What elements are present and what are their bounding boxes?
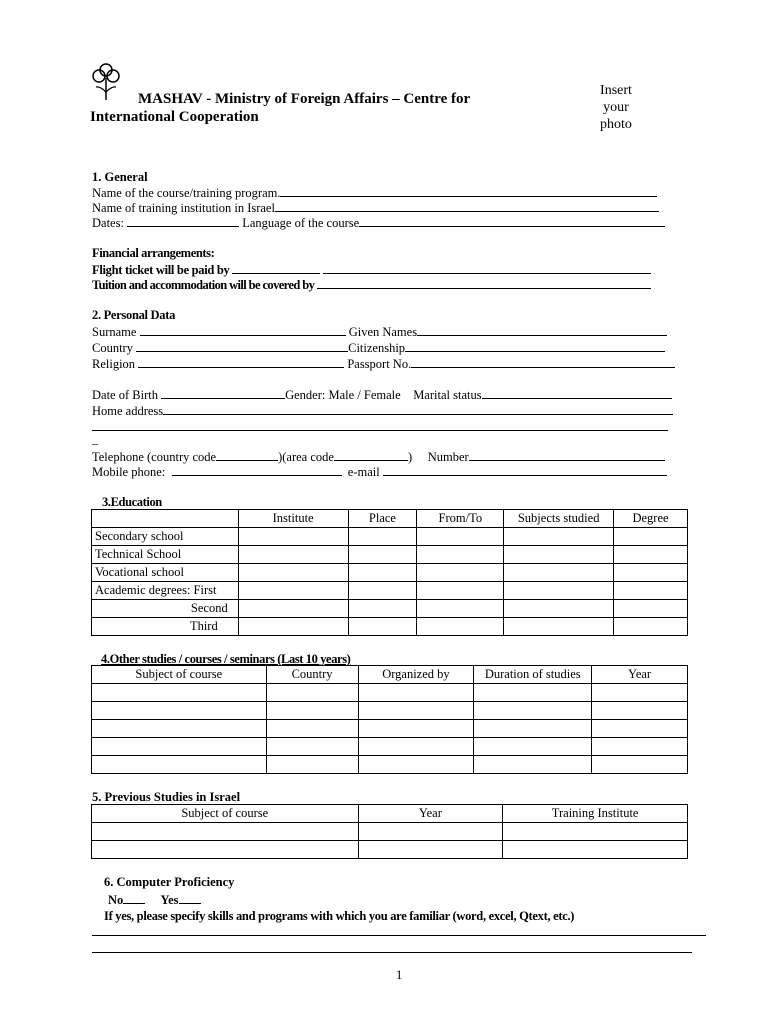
dob-label: Date of Birth	[92, 388, 158, 402]
address-field[interactable]	[163, 403, 673, 415]
photo-placeholder	[586, 82, 646, 133]
address-field-line2[interactable]	[92, 430, 668, 431]
table-cell[interactable]	[266, 720, 358, 738]
mobile-label: Mobile phone:	[92, 465, 166, 479]
no-label: No	[108, 893, 124, 907]
table-cell[interactable]	[592, 738, 688, 756]
address-label: Home address	[92, 404, 164, 418]
institution-row	[92, 200, 659, 216]
table-cell[interactable]	[358, 756, 474, 774]
table-cell[interactable]	[503, 841, 688, 859]
photo-line: Insert	[600, 83, 632, 98]
flower-logo-icon	[90, 62, 122, 102]
table-cell[interactable]	[474, 756, 592, 774]
address-row	[92, 403, 673, 419]
table-cell[interactable]	[504, 528, 614, 546]
table-cell[interactable]	[474, 684, 592, 702]
table-cell[interactable]	[348, 618, 417, 636]
stray-dash: _	[92, 432, 99, 446]
education-table	[91, 509, 688, 636]
table-cell[interactable]	[592, 720, 688, 738]
table-cell[interactable]	[266, 702, 358, 720]
computer-skills-line2[interactable]	[92, 952, 692, 953]
table-cell[interactable]	[504, 618, 614, 636]
language-label: Language of the course	[242, 216, 360, 230]
dob-row	[92, 387, 672, 403]
table-cell[interactable]	[614, 600, 688, 618]
telephone-row	[92, 449, 665, 465]
table-cell[interactable]	[592, 756, 688, 774]
yes-label: Yes	[160, 893, 179, 907]
given-names-label: Given Names	[348, 325, 418, 339]
number-field[interactable]	[469, 449, 665, 461]
country-label: Country	[92, 341, 133, 355]
table-cell[interactable]	[92, 823, 359, 841]
number-close: )	[407, 450, 413, 464]
table-header-cell: Year	[592, 666, 688, 684]
computer-skills-line1[interactable]	[92, 935, 706, 936]
table-cell[interactable]	[348, 600, 417, 618]
table-cell[interactable]	[348, 528, 417, 546]
flight-field[interactable]	[232, 262, 320, 274]
religion-label: Religion	[92, 357, 136, 371]
personal-heading: 2. Personal Data	[92, 308, 176, 322]
previous-studies-heading: 5. Previous Studies in Israel	[92, 790, 241, 804]
table-header-cell: From/To	[417, 510, 504, 528]
row-label: Second	[92, 600, 239, 618]
table-cell[interactable]	[358, 738, 474, 756]
table-cell[interactable]	[348, 582, 417, 600]
table-cell[interactable]	[358, 684, 474, 702]
photo-line: photo	[600, 117, 632, 132]
surname-field[interactable]	[140, 324, 346, 336]
table-cell[interactable]	[614, 582, 688, 600]
table-cell[interactable]	[238, 564, 348, 582]
table-cell[interactable]	[348, 546, 417, 564]
table-row	[92, 528, 688, 546]
table-header-cell: Degree	[614, 510, 688, 528]
photo-line: your	[603, 100, 629, 115]
table-cell[interactable]	[238, 528, 348, 546]
org-title-line1: MASHAV - Ministry of Foreign Affairs – Centre for	[138, 91, 471, 107]
area-code-field[interactable]	[334, 449, 408, 461]
table-row	[92, 756, 688, 774]
table-cell[interactable]	[614, 528, 688, 546]
passport-label: Passport No.	[347, 357, 412, 371]
row-label: Academic degrees: First	[92, 582, 239, 600]
table-cell[interactable]	[592, 684, 688, 702]
marital-label: Marital status	[413, 388, 482, 402]
surname-label: Surname	[92, 325, 137, 339]
table-cell[interactable]	[92, 702, 267, 720]
dates-label: Dates:	[92, 216, 124, 230]
course-name-label: Name of the course/training program.	[92, 186, 281, 200]
marital-field[interactable]	[482, 387, 672, 399]
no-field[interactable]	[123, 892, 145, 904]
flight-label: Flight ticket will be paid by	[92, 263, 230, 277]
surname-row	[92, 324, 667, 340]
previous-studies-table	[91, 804, 688, 859]
table-cell[interactable]	[92, 720, 267, 738]
computer-specify-label: If yes, please specify skills and programs with which you are familiar (word, excel, Qtext, etc.)	[104, 909, 575, 923]
course-name-row	[92, 185, 657, 201]
country-row	[92, 340, 665, 356]
table-cell[interactable]	[266, 684, 358, 702]
table-row	[92, 841, 688, 859]
table-cell[interactable]	[92, 684, 267, 702]
computer-heading: 6. Computer Proficiency	[104, 875, 235, 889]
table-cell[interactable]	[417, 600, 504, 618]
citizenship-field[interactable]	[405, 340, 665, 352]
yes-field[interactable]	[179, 892, 201, 904]
table-cell[interactable]	[358, 841, 503, 859]
table-cell[interactable]	[417, 564, 504, 582]
dates-field[interactable]	[127, 215, 239, 227]
table-cell[interactable]	[614, 564, 688, 582]
institution-field[interactable]	[275, 200, 659, 212]
table-cell[interactable]	[358, 823, 503, 841]
table-cell[interactable]	[614, 618, 688, 636]
mobile-field[interactable]	[172, 464, 342, 476]
email-field[interactable]	[383, 464, 667, 476]
email-label: e-mail	[347, 465, 380, 479]
table-row	[92, 823, 688, 841]
table-header-cell: Duration of studies	[474, 666, 592, 684]
table-header-row	[92, 666, 688, 684]
table-cell[interactable]	[238, 618, 348, 636]
flight-row	[92, 262, 651, 278]
table-header-cell: Country	[266, 666, 358, 684]
table-header-cell: Organized by	[358, 666, 474, 684]
table-cell[interactable]	[592, 702, 688, 720]
gender-label: Gender: Male / Female	[285, 388, 401, 402]
religion-field[interactable]	[138, 356, 344, 368]
financial-heading: Financial arrangements:	[92, 246, 215, 260]
row-label: Third	[92, 618, 239, 636]
dates-row	[92, 215, 665, 231]
table-header-cell: Subject of course	[92, 666, 267, 684]
table-cell[interactable]	[358, 720, 474, 738]
table-header-cell	[92, 510, 239, 528]
table-cell[interactable]	[358, 702, 474, 720]
table-row	[92, 582, 688, 600]
table-row	[92, 564, 688, 582]
area-code-label: )(area code	[278, 450, 334, 464]
religion-row	[92, 356, 675, 372]
table-cell[interactable]	[474, 720, 592, 738]
table-cell[interactable]	[266, 738, 358, 756]
table-cell[interactable]	[92, 841, 359, 859]
row-label: Secondary school	[92, 528, 239, 546]
table-header-cell: Subject of course	[92, 805, 359, 823]
table-cell[interactable]	[238, 546, 348, 564]
table-cell[interactable]	[417, 546, 504, 564]
language-field[interactable]	[359, 215, 665, 227]
table-cell[interactable]	[504, 546, 614, 564]
table-cell[interactable]	[417, 618, 504, 636]
table-cell[interactable]	[614, 546, 688, 564]
table-cell[interactable]	[92, 756, 267, 774]
other-studies-heading: 4.Other studies / courses / seminars (Last 10 years)	[101, 652, 351, 666]
flight-field-extra[interactable]	[323, 262, 651, 274]
table-header-cell: Institute	[238, 510, 348, 528]
other-studies-table	[91, 665, 688, 774]
computer-yes-no-row	[108, 892, 201, 908]
table-row	[92, 600, 688, 618]
table-cell[interactable]	[238, 600, 348, 618]
row-label: Technical School	[92, 546, 239, 564]
passport-field[interactable]	[411, 356, 675, 368]
table-cell[interactable]	[504, 564, 614, 582]
citizenship-label: Citizenship	[348, 341, 406, 355]
table-cell[interactable]	[348, 564, 417, 582]
table-row	[92, 618, 688, 636]
table-header-row	[92, 805, 688, 823]
table-cell[interactable]	[417, 528, 504, 546]
country-code-field[interactable]	[216, 449, 278, 461]
row-label: Vocational school	[92, 564, 239, 582]
table-cell[interactable]	[417, 582, 504, 600]
course-name-field[interactable]	[280, 185, 657, 197]
table-cell[interactable]	[504, 600, 614, 618]
given-names-field[interactable]	[417, 324, 667, 336]
tuition-row	[92, 277, 651, 293]
table-row	[92, 546, 688, 564]
table-cell[interactable]	[474, 738, 592, 756]
table-row	[92, 720, 688, 738]
dob-field[interactable]	[161, 387, 285, 399]
mobile-row	[92, 464, 667, 480]
table-cell[interactable]	[238, 582, 348, 600]
table-header-cell: Year	[358, 805, 503, 823]
number-label: Number	[427, 450, 469, 464]
table-row	[92, 684, 688, 702]
table-cell[interactable]	[266, 756, 358, 774]
institution-label: Name of training institution in Israel	[92, 201, 275, 215]
table-row	[92, 702, 688, 720]
general-heading: 1. General	[92, 170, 148, 184]
table-header-row	[92, 510, 688, 528]
table-cell[interactable]	[92, 738, 267, 756]
page-number: 1	[396, 968, 403, 982]
telephone-label: Telephone (country code	[92, 450, 217, 464]
table-header-cell: Place	[348, 510, 417, 528]
table-header-cell: Subjects studied	[504, 510, 614, 528]
table-cell[interactable]	[503, 823, 688, 841]
tuition-label: Tuition and accommodation will be covered by	[92, 278, 315, 292]
table-cell[interactable]	[474, 702, 592, 720]
table-row	[92, 738, 688, 756]
org-title-line2: International Cooperation	[90, 109, 259, 125]
table-header-cell: Training Institute	[503, 805, 688, 823]
table-cell[interactable]	[504, 582, 614, 600]
education-heading: 3.Education	[102, 495, 162, 509]
country-field[interactable]	[136, 340, 348, 352]
tuition-field[interactable]	[317, 277, 651, 289]
